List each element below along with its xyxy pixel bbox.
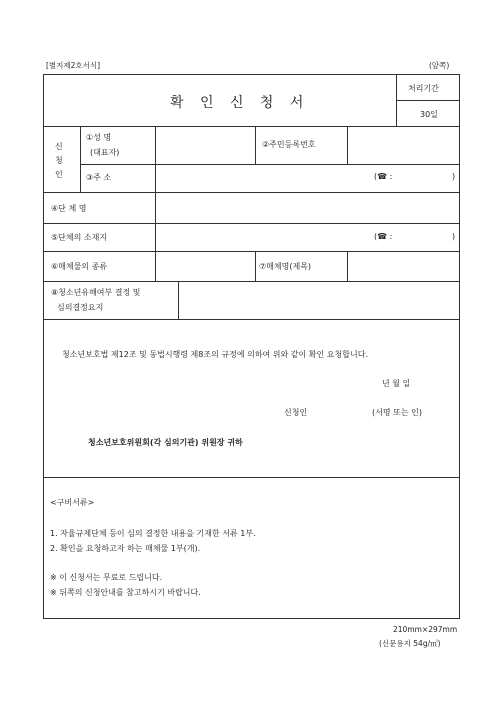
media-type-label: ⑥매체물의 종류 — [51, 262, 108, 271]
addressee: 청소년보호위원회(각 심의기관) 위원장 귀하 — [88, 438, 243, 447]
decision-label-line2: 심의결정요지 — [57, 303, 104, 312]
applicant-phone-close: ) — [452, 172, 456, 181]
required-docs-heading: <구비서류> — [50, 498, 95, 507]
processing-period-label: 처리기간 — [408, 84, 439, 93]
required-doc-item-2: 2. 확인을 요청하고자 하는 매체물 1부(개). — [50, 544, 201, 553]
required-doc-item-1: 1. 자율규제단체 등이 심의 결정한 내용을 기재한 서류 1부. — [50, 529, 256, 538]
request-statement: 청소년보호법 제12조 및 동법시행령 제8조의 규정에 의하여 위와 같이 확인 요청합니다. — [62, 350, 368, 359]
applicant-group-label: 신 청 인 — [55, 142, 63, 179]
form-right-border — [459, 74, 460, 618]
media-name-label: ⑦매체명(제목) — [259, 262, 312, 271]
applicant-phone-open: (☎ : — [374, 172, 393, 181]
page-side-label: (앞쪽) — [429, 61, 450, 70]
address-label: ③주 소 — [86, 173, 112, 182]
org-name-label: ④단 체 명 — [51, 204, 87, 213]
paper-type-label: (신문용지 54g/㎡) — [379, 639, 441, 648]
form-top-border — [43, 74, 460, 75]
name-label: ①성 명 — [86, 133, 112, 142]
paper-size-label: 210mm×297mm — [393, 625, 458, 634]
org-phone-open: (☎ : — [374, 232, 393, 241]
sign-note: (서명 또는 인) — [372, 408, 422, 417]
date-line: 년 월 일 — [382, 379, 411, 388]
form-title: 확 인 신 청 서 — [170, 95, 310, 111]
form-number-label: [별지제2호서식] — [46, 61, 101, 70]
applicant-sign-label: 신청인 — [284, 408, 308, 417]
form-bottom-border — [43, 618, 460, 619]
name-sub-label: (대표자) — [90, 148, 120, 157]
rrn-label: ②주민등록번호 — [262, 140, 316, 149]
org-phone-close: ) — [452, 232, 456, 241]
decision-label-line1: ⑧청소년유해여부 결정 및 — [51, 288, 141, 297]
processing-period-value: 30일 — [420, 110, 438, 119]
org-address-label: ⑤단체의 소재지 — [51, 233, 108, 242]
free-form-note: ※ 이 신청서는 무료로 드립니다. — [50, 573, 163, 582]
form-left-border — [43, 74, 44, 618]
guide-note: ※ 뒤쪽의 신청안내를 참고하시기 바랍니다. — [50, 588, 201, 597]
